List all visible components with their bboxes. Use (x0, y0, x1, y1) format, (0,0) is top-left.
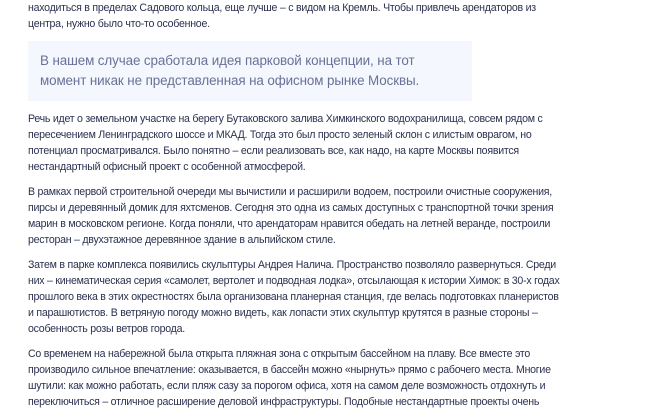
text-line: переключиться – отличное расширение деловой инфраструктуры. Подобные нестандартные проекты очень (28, 396, 540, 408)
article-body (28, 0, 628, 419)
text-line: В рамках первой строительной очереди мы вычистили и расширили водоем, построили очистные сооружения, (28, 186, 552, 198)
text-line: марин в московском регионе. Когда поняли, что арендаторам нравится обедать на летней веранде, построили (28, 218, 551, 230)
text-line: потенциал просматривался. Было понятно – если реализовать все, как надо, на карте Москвы появится (28, 145, 519, 157)
text-line: Затем в парке комплекса появились скульптуры Андрея Налича. Пространство позволяло развернуться. Среди (28, 259, 556, 271)
paragraph-first-stage (28, 184, 628, 248)
paragraph-sculptures (28, 257, 628, 337)
text-line: находиться в пределах Садового кольца, еще лучше – с видом на Кремль. Чтобы привлечь арендаторов из (28, 2, 536, 14)
text-line: и парашютистов. В ветряную погоду можно видеть, как лопасти этих скульптур крутятся в разные стороны – (28, 307, 538, 319)
text-line: ресторан – двухэтажное деревянное здание в альпийском стиле. (28, 234, 336, 246)
pull-quote (28, 41, 472, 101)
text-line: прошлого века в этих окрестностях была организована планерная станция, где велась подготовках планеристов (28, 291, 559, 303)
quote-line: В нашем случае сработала идея парковой концепции, на тот (40, 53, 415, 68)
text-line: Речь идет о земельном участке на берегу Бутаковского залива Химкинского водохранилища, совсем рядом с (28, 113, 543, 125)
text-line: нестандартный офисный проект с особенной атмосферой. (28, 161, 306, 173)
quote-line: момент никак не представленная на офисном рынке Москвы. (40, 73, 420, 88)
paragraph-beach (28, 346, 628, 410)
paragraph-intro (28, 0, 628, 32)
text-line: центра, нужно было что-то особенное. (28, 18, 210, 30)
text-line: Со временем на набережной была открыта пляжная зона с открытым бассейном на плаву. Все вместе это (28, 348, 531, 360)
paragraph-location (28, 111, 628, 175)
text-line: пересечением Ленинградского шоссе и МКАД. Тогда это был просто зеленый склон с илистым оврагом, но (28, 129, 532, 141)
text-line: пирсы и деревянный домик для яхтсменов. Сегодня это одна из самых доступных с транспортной точки зрения (28, 202, 554, 214)
text-line: шутили: как можно работать, если пляж сазу за порогом офиса, хотя на самом деле возможность отдохнуть и (28, 380, 546, 392)
text-line: особенность розы ветров города. (28, 323, 185, 335)
text-line: производило сильное впечатление: оказывается, в бассейн можно «нырнуть» прямо с рабочего места. Многие (28, 364, 551, 376)
text-line: них – кинематическая серия «самолет, вертолет и подводная лодка», отсылающая к истории Химок: в 30-х годах (28, 275, 560, 287)
